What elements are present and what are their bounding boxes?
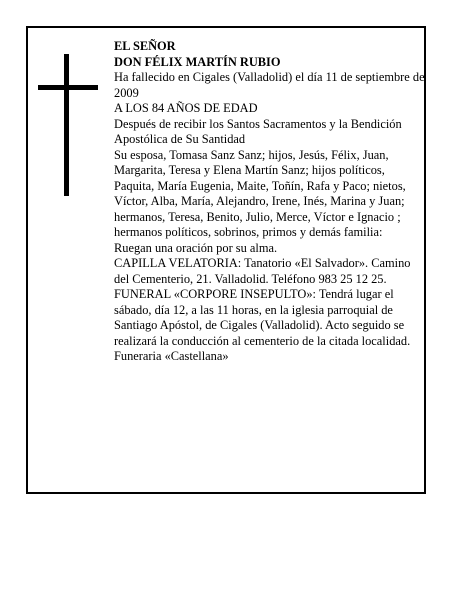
cross-icon <box>38 54 98 196</box>
funeral-info: FUNERAL «CORPORE INSEPULTO»: Tendrá lugar el sábado, día 12, a las 11 horas, en la iglesia parroquial de Santiago Apóstol, de Cigales (Valladolid). Acto seguido se realizará la conducción al cementerio de la citada localidad. <box>114 287 411 348</box>
family-list: Su esposa, Tomasa Sanz Sanz; hijos, Jesús, Félix, Juan, Margarita, Teresa y Elena Martín Sanz; hijos políticos, Paquita, María Eugenia, Maite, Toñín, Rafa y Paco; nietos, Víctor, Alba, María, Alejandro, Irene, Inés, Marina y Juan; hermanos, Teresa, Benito, Julio, Merce, Víctor e Ignacio ; hermanos políticos, sobrinos, primos y demás familia: <box>114 147 406 239</box>
prayer-request: Ruegan una oración por su alma. <box>114 240 278 255</box>
cross-horizontal-bar <box>38 85 98 90</box>
cross-vertical-bar <box>64 54 69 196</box>
funeral-home: Funeraria «Castellana» <box>114 349 229 363</box>
chapel-info: CAPILLA VELATORIA: Tanatorio «El Salvador». Camino del Cementerio, 21. Valladolid. Teléfono 983 25 12 25. <box>114 256 411 286</box>
deceased-name: DON FÉLIX MARTÍN RUBIO <box>114 54 281 69</box>
age-at-death: A LOS 84 AÑOS DE EDAD <box>114 101 258 115</box>
obituary-text <box>114 39 426 365</box>
deceased-title: EL SEÑOR <box>114 39 176 53</box>
sacraments-statement: Después de recibir los Santos Sacramentos y la Bendición Apostólica de Su Santidad <box>114 116 402 146</box>
death-info: Ha fallecido en Cigales (Valladolid) el día 11 de septiembre de 2009 <box>114 70 425 100</box>
